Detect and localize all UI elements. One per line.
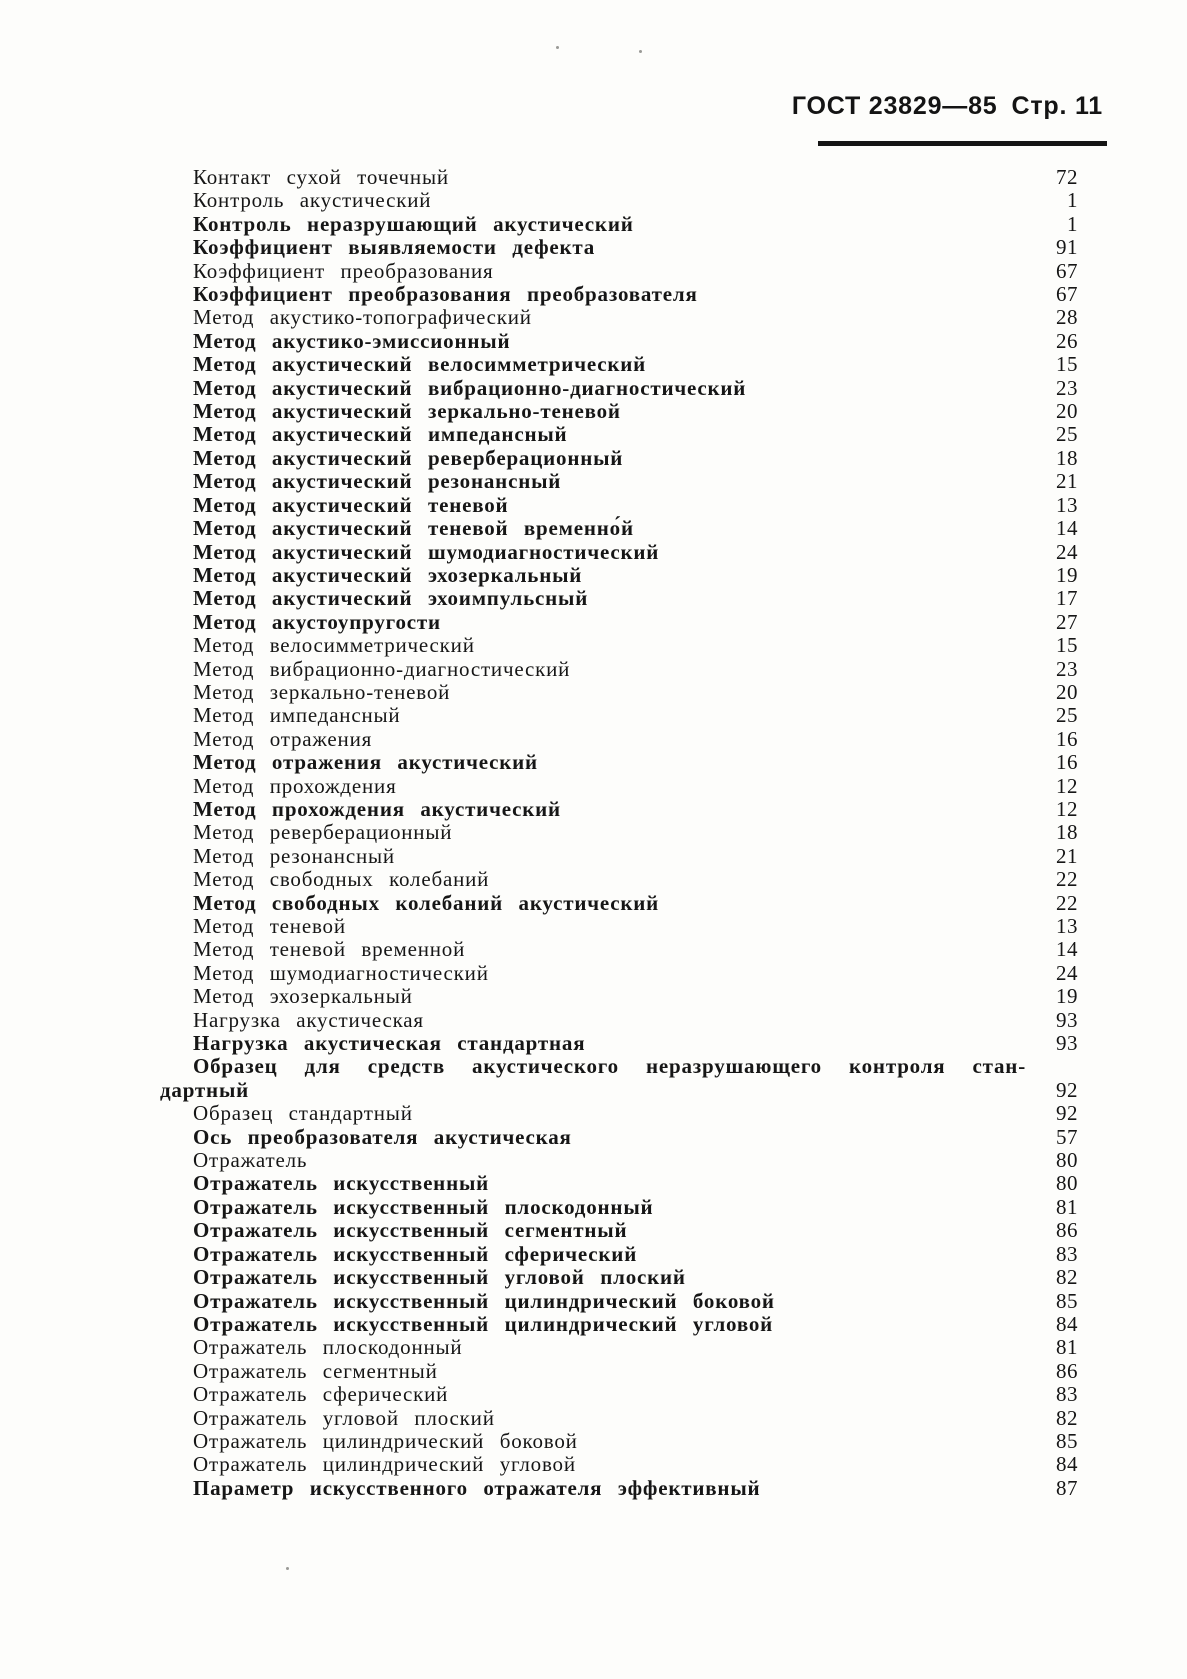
standard-number: ГОСТ 23829—85 (791, 92, 998, 120)
page-number: 92 (1056, 1077, 1078, 1102)
index-entry (160, 611, 1078, 634)
term-text: Отражатель сферический (193, 1382, 449, 1407)
index-entry (160, 447, 1078, 470)
index-entry (160, 892, 1078, 915)
index-entry (160, 658, 1078, 681)
page-number: 21 (1056, 469, 1078, 494)
term-text: Метод акустический импедансный (193, 422, 568, 447)
term-text: Метод прохождения (193, 773, 397, 798)
index-entry (160, 541, 1078, 564)
term-text: Метод свободных колебаний (193, 867, 490, 892)
page-number: 82 (1056, 1405, 1078, 1430)
index-entry (160, 1149, 1078, 1172)
page-number: 16 (1056, 726, 1078, 751)
page-number: 81 (1056, 1194, 1078, 1219)
term-text: Метод эхозеркальный (193, 984, 413, 1009)
index-entry (160, 1032, 1078, 1055)
page-number: 86 (1056, 1358, 1078, 1383)
term-text: Метод прохождения акустический (193, 796, 561, 821)
index-entry (160, 1383, 1078, 1406)
term-text: Метод акустический резонансный (193, 469, 562, 494)
index-entry (160, 260, 1078, 283)
page-number: 85 (1056, 1288, 1078, 1313)
index-entry (160, 1336, 1078, 1359)
page-number: 72 (1056, 165, 1078, 189)
page-number: 15 (1056, 633, 1078, 658)
term-text: Коэффициент преобразования (193, 258, 494, 283)
term-text: Нагрузка акустическая (193, 1007, 424, 1032)
page-number: 80 (1056, 1148, 1078, 1173)
index-entry (160, 353, 1078, 376)
term-text: Отражатель сегментный (193, 1358, 438, 1383)
term-text: Коэффициент преобразования преобразователя (193, 282, 698, 307)
index-entry (160, 1290, 1078, 1313)
index-entry (160, 1219, 1078, 1242)
scan-artifact-dot (556, 46, 559, 49)
index-entry (160, 728, 1078, 751)
page-number: 25 (1056, 703, 1078, 728)
index-entry (160, 938, 1078, 961)
page-number: 18 (1056, 820, 1078, 845)
page-number: 84 (1056, 1452, 1078, 1477)
term-text: Образец стандартный (193, 1101, 413, 1126)
page-number: 13 (1056, 492, 1078, 517)
page-number: 80 (1056, 1171, 1078, 1196)
page-number: 82 (1056, 1265, 1078, 1290)
term-text: Метод акустический реверберационный (193, 445, 624, 470)
index-entry (160, 189, 1078, 212)
index-entry (160, 587, 1078, 610)
page-number: 27 (1056, 609, 1078, 634)
page-number: 67 (1056, 282, 1078, 307)
page-number: 57 (1056, 1124, 1078, 1149)
term-text: Отражатель искусственный сегментный (193, 1218, 628, 1243)
index-entry (160, 1477, 1078, 1500)
page-number: 1 (1067, 188, 1078, 213)
index-entry (160, 798, 1078, 821)
term-text: Метод акустический вибрационно-диагностический (193, 375, 747, 400)
term-text: Отражатель искусственный сферический (193, 1241, 638, 1266)
page-number: 87 (1056, 1475, 1078, 1500)
index-entry (160, 494, 1078, 517)
page-number: 20 (1056, 399, 1078, 424)
index-entry (160, 1360, 1078, 1383)
term-text: Метод импедансный (193, 703, 401, 728)
term-text: Нагрузка акустическая стандартная (193, 1031, 586, 1056)
index-entry (160, 1079, 1078, 1102)
index-entry (160, 1102, 1078, 1125)
term-text: Отражатель угловой плоский (193, 1405, 495, 1430)
page-number: 25 (1056, 422, 1078, 447)
term-text: Контроль неразрушающий акустический (193, 211, 634, 236)
term-text: Метод теневой (193, 914, 346, 938)
index-entry (160, 166, 1078, 189)
term-text: Метод реверберационный (193, 820, 453, 845)
term-text: Контакт сухой точечный (193, 165, 449, 189)
term-text: Метод акустический теневой (193, 492, 509, 517)
index-entry (160, 564, 1078, 587)
term-text: Метод свободных колебаний акустический (193, 890, 660, 915)
page-number: 13 (1056, 914, 1078, 938)
page-number: 26 (1056, 328, 1078, 353)
term-text: Метод акустический зеркально-теневой (193, 399, 621, 424)
index-entry (160, 868, 1078, 891)
page-number: 1 (1067, 211, 1078, 236)
index-entry (160, 330, 1078, 353)
page-number: 91 (1056, 235, 1078, 260)
page-number: 24 (1056, 960, 1078, 985)
index-entry (160, 1196, 1078, 1219)
term-text: Метод акустический эхозеркальный (193, 562, 583, 587)
page-number: 16 (1056, 750, 1078, 775)
page-number: 93 (1056, 1007, 1078, 1032)
term-text: Метод отражения (193, 726, 373, 751)
page-number: 23 (1056, 375, 1078, 400)
page-number: 19 (1056, 984, 1078, 1009)
page-number: 28 (1056, 305, 1078, 330)
page-number: 20 (1056, 679, 1078, 704)
index-entry (160, 985, 1078, 1008)
index-entry (160, 423, 1078, 446)
index-entry (160, 377, 1078, 400)
page-number: 18 (1056, 445, 1078, 470)
term-text: Метод отражения акустический (193, 750, 538, 775)
term-text: Метод акустический теневой временно́й (193, 516, 634, 541)
scan-artifact-dot (286, 1567, 289, 1570)
term-text: Метод велосимметрический (193, 633, 475, 658)
index-entry (160, 681, 1078, 704)
page-number: 67 (1056, 258, 1078, 283)
term-text: Метод резонансный (193, 843, 395, 868)
index-entry (160, 1055, 1078, 1078)
term-text: Метод вибрационно-диагностический (193, 656, 571, 681)
term-text: Отражатель цилиндрический угловой (193, 1452, 576, 1477)
term-text: Метод акустико-топографический (193, 305, 532, 330)
page-number: 22 (1056, 890, 1078, 915)
page-number: 81 (1056, 1335, 1078, 1360)
term-text: Ось преобразователя акустическая (193, 1124, 572, 1149)
page-number: 12 (1056, 796, 1078, 821)
term-text: Отражатель искусственный плоскодонный (193, 1194, 654, 1219)
index-entry (160, 283, 1078, 306)
term-text: Коэффициент выявляемости дефекта (193, 235, 596, 260)
header-rule (818, 141, 1107, 146)
term-text: Метод шумодиагностический (193, 960, 489, 985)
term-text: Метод зеркально-теневой (193, 679, 451, 704)
term-text: Отражатель искусственный цилиндрический боковой (193, 1288, 775, 1313)
term-text: Образец для средств акустического неразрушающего контроля стан- (193, 1054, 1026, 1079)
term-text: Контроль акустический (193, 188, 432, 213)
index-entry (160, 704, 1078, 727)
index-entry (160, 306, 1078, 329)
page-number: 12 (1056, 773, 1078, 798)
term-text: Метод акустический велосимметрический (193, 352, 647, 377)
index-entry (160, 775, 1078, 798)
term-text: дартный (160, 1077, 250, 1102)
page-number: 83 (1056, 1382, 1078, 1407)
index-entry (160, 634, 1078, 657)
term-text: Отражатель искусственный (193, 1171, 490, 1196)
term-text: Отражатель цилиндрический боковой (193, 1428, 578, 1453)
page-number: 85 (1056, 1428, 1078, 1453)
index-entry (160, 751, 1078, 774)
index-entry (160, 470, 1078, 493)
term-text: Метод акустико-эмиссионный (193, 328, 511, 353)
term-text: Метод акустический эхоимпульсный (193, 586, 589, 611)
page-number: 86 (1056, 1218, 1078, 1243)
index-entry (160, 962, 1078, 985)
page-number: 22 (1056, 867, 1078, 892)
index-entry (160, 1009, 1078, 1032)
page-number: 19 (1056, 562, 1078, 587)
index-entry (160, 1407, 1078, 1430)
term-text: Отражатель искусственный цилиндрический угловой (193, 1311, 774, 1336)
term-text: Отражатель (193, 1148, 308, 1173)
index-entry (160, 1313, 1078, 1336)
term-text: Метод теневой временной (193, 937, 466, 962)
index-entry (160, 1430, 1078, 1453)
term-text: Метод акустоупругости (193, 609, 441, 634)
page-number: 84 (1056, 1311, 1078, 1336)
page-number: 21 (1056, 843, 1078, 868)
term-text: Метод акустический шумодиагностический (193, 539, 660, 564)
index-entry (160, 517, 1078, 540)
page-label: Стр. 11 (1011, 92, 1103, 120)
term-text: Отражатель искусственный угловой плоский (193, 1265, 686, 1290)
index-entry (160, 845, 1078, 868)
page-number: 24 (1056, 539, 1078, 564)
index-entry (160, 821, 1078, 844)
index-entry (160, 236, 1078, 259)
page-header (792, 92, 1103, 121)
page-number: 14 (1056, 937, 1078, 962)
index-entry (160, 1172, 1078, 1195)
page-number: 23 (1056, 656, 1078, 681)
subject-index-list (160, 166, 1078, 1500)
page-number: 92 (1056, 1101, 1078, 1126)
term-text: Отражатель плоскодонный (193, 1335, 463, 1360)
index-entry (160, 1126, 1078, 1149)
index-entry (160, 400, 1078, 423)
page-number: 15 (1056, 352, 1078, 377)
page-number: 14 (1056, 516, 1078, 541)
term-text: Параметр искусственного отражателя эффективный (193, 1475, 761, 1500)
index-entry (160, 1243, 1078, 1266)
index-entry (160, 1453, 1078, 1476)
page-number: 93 (1056, 1031, 1078, 1056)
scan-artifact-dot (639, 50, 642, 53)
index-entry (160, 213, 1078, 236)
index-entry (160, 1266, 1078, 1289)
page-number: 17 (1056, 586, 1078, 611)
index-entry (160, 915, 1078, 938)
page-number: 83 (1056, 1241, 1078, 1266)
